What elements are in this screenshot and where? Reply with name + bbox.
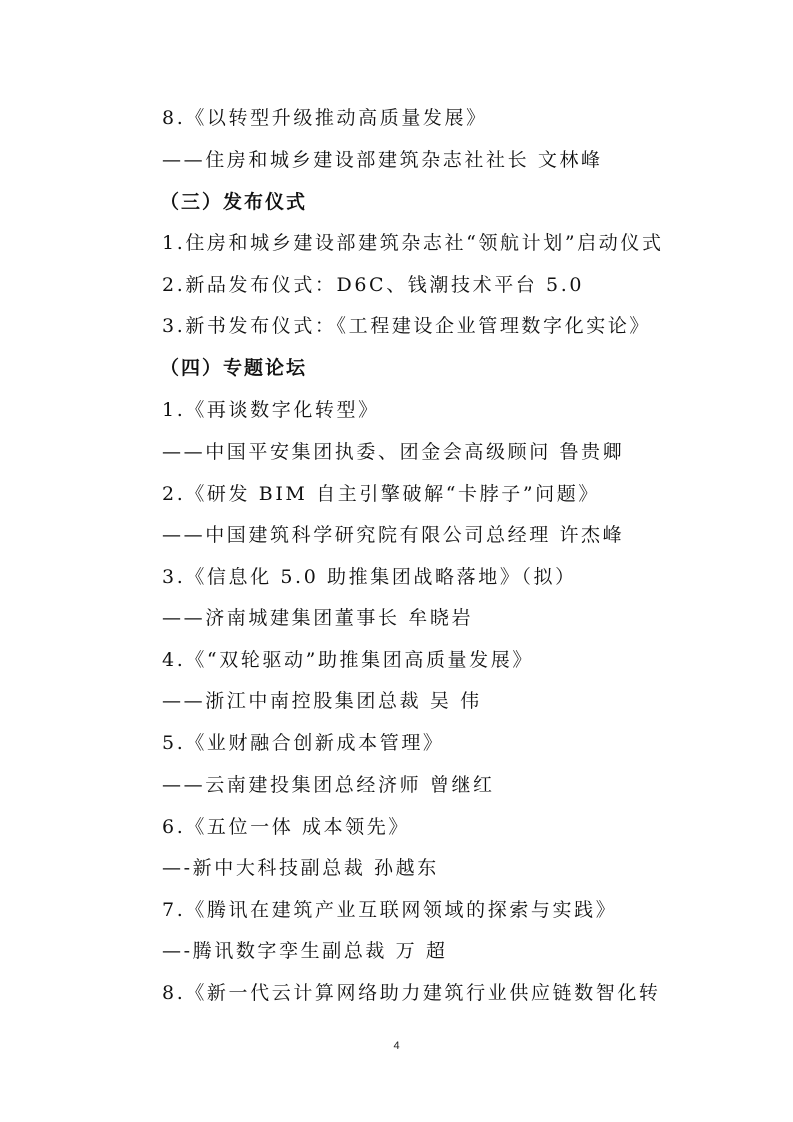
speaker-zeng-jihong: ——云南建投集团总经济师 曾继红 bbox=[162, 774, 495, 796]
ceremony-item-2: 2.新品发布仪式：D6C、钱潮技术平台 5.0 bbox=[162, 274, 585, 296]
speaker-lu-guiqing: ——中国平安集团执委、团金会高级顾问 鲁贵卿 bbox=[162, 441, 625, 463]
forum-item-3: 3.《信息化 5.0 助推集团战略落地》（拟） bbox=[162, 566, 577, 588]
forum-item-6: 6.《五位一体 成本领先》 bbox=[162, 816, 410, 838]
forum-item-5: 5.《业财融合创新成本管理》 bbox=[162, 732, 445, 754]
forum-item-4: 4.《“双轮驱动”助推集团高质量发展》 bbox=[162, 649, 534, 671]
page-number: 4 bbox=[393, 1040, 400, 1052]
speaker-wu-wei: ——浙江中南控股集团总裁 吴 伟 bbox=[162, 690, 482, 712]
section-heading-forum: （四）专题论坛 bbox=[160, 357, 308, 379]
section-heading-launch-ceremony: （三）发布仪式 bbox=[160, 191, 308, 213]
forum-item-2: 2.《研发 BIM 自主引擎破解“卡脖子”问题》 bbox=[162, 483, 600, 505]
speaker-sun-yuedong: —-新中大科技副总裁 孙越东 bbox=[162, 857, 439, 879]
speaker-mou-xiaoyan: ——济南城建集团董事长 牟晓岩 bbox=[162, 607, 474, 629]
forum-item-7: 7.《腾讯在建筑产业互联网领域的探索与实践》 bbox=[162, 899, 618, 921]
forum-item-8: 8.《新一代云计算网络助力建筑行业供应链数智化转 bbox=[162, 982, 661, 1004]
speaker-xu-jiefeng: ——中国建筑科学研究院有限公司总经理 许杰峰 bbox=[162, 524, 625, 546]
ceremony-item-3: 3.新书发布仪式：《工程建设企业管理数字化实论》 bbox=[162, 315, 652, 337]
speaker-wen-linfeng: ——住房和城乡建设部建筑杂志社社长 文林峰 bbox=[162, 149, 603, 171]
speaker-wan-chao: —-腾讯数字孪生副总裁 万 超 bbox=[162, 940, 448, 962]
forum-item-1: 1.《再谈数字化转型》 bbox=[162, 399, 380, 421]
ceremony-item-1: 1.住房和城乡建设部建筑杂志社“领航计划”启动仪式 bbox=[162, 232, 664, 254]
agenda-item-8-transformation: 8.《以转型升级推动高质量发展》 bbox=[162, 107, 488, 129]
